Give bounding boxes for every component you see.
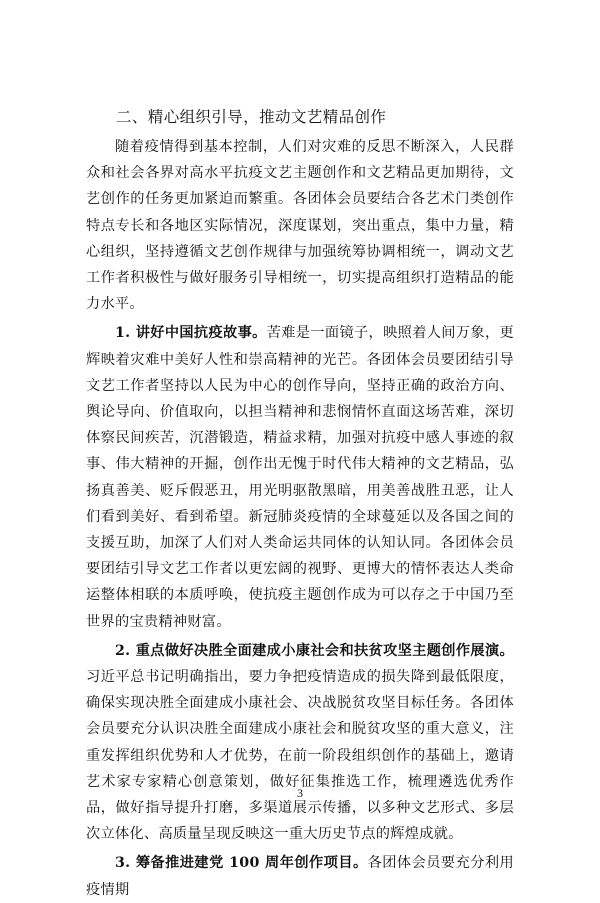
intro-paragraph: 随着疫情得到基本控制，人们对灾难的反思不断深入，人民群众和社会各界对高水平抗疫文艺主题创作和文艺精品更加期待，文艺创作的任务更加紧迫而繁重。各团体会员要结合各艺术门类创作特点专长和各地区实际情况，深度谋划，突出重点，集中力量，精心组织，坚持遵循文艺创作规律与加强统筹协调相统一，调动文艺工作者积极性与做好服务引导相统一，切实提高组织打造精品的能力水平。 [86, 139, 514, 313]
section-title-2: 2. 重点做好决胜全面建成小康社会和扶贫攻坚主题创作展演。 [115, 642, 514, 659]
section-body-2: 习近平总书记明确指出，要力争把疫情造成的损失降到最低限度，确保实现决胜全面建成小康社会、决战脱贫攻坚目标任务。各团体会员要充分认识决胜全面建成小康社会和脱贫攻坚的重大意义，注重发挥组织优势和人才优势，在前一阶段组织创作的基础上，邀请艺术家专家精心创意策划，做好征集推选工作，梳理遴选优秀作品，做好指导提升打磨，多渠道展示传播，以多种文艺形式、多层次立体化、高质量呈现反映这一重大历史节点的辉煌成就。 [86, 669, 514, 843]
section-paragraph-2 [86, 638, 514, 848]
page-content [86, 104, 514, 903]
section-paragraph-1 [86, 320, 514, 634]
section-body-1: 苦难是一面镜子，映照着人间万象，更辉映着灾难中美好人性和崇高精神的光芒。各团体会员要团结引导文艺工作者坚持以人民为中心的创作导向，坚持正确的政治方向、舆论导向、价值取向，以担当精神和悲悯情怀直面这场苦难，深切体察民间疾苦，沉潜锻造，精益求精，加强对抗疫中感人事迹的叙事、伟大精神的开掘，创作出无愧于时代伟大精神的文艺精品，弘扬真善美、贬斥假恶丑，用光明驱散黑暗，用美善战胜丑恶，让人们看到美好、看到希望。新冠肺炎疫情的全球蔓延以及各国之间的支援互助，加深了人们对人类命运共同体的认知认同。各团体会员要团结引导文艺工作者以更宏阔的视野、更博大的情怀表达人类命运整体相联的本质呼唤，使抗疫主题创作成为可以存之于中国乃至世界的宝贵精神财富。 [86, 325, 514, 630]
section-heading: 二、精心组织引导，推动文艺精品创作 [116, 108, 387, 126]
section-title-3: 3. 筹备推进建党 100 周年创作项目。 [115, 855, 368, 872]
section-body-3: 各团体会员要充分利用疫情期 [86, 855, 514, 898]
section-title-1: 1. 讲好中国抗疫故事。 [115, 325, 267, 342]
section-paragraph-3 [86, 850, 514, 902]
page-number: 3 [297, 786, 303, 800]
